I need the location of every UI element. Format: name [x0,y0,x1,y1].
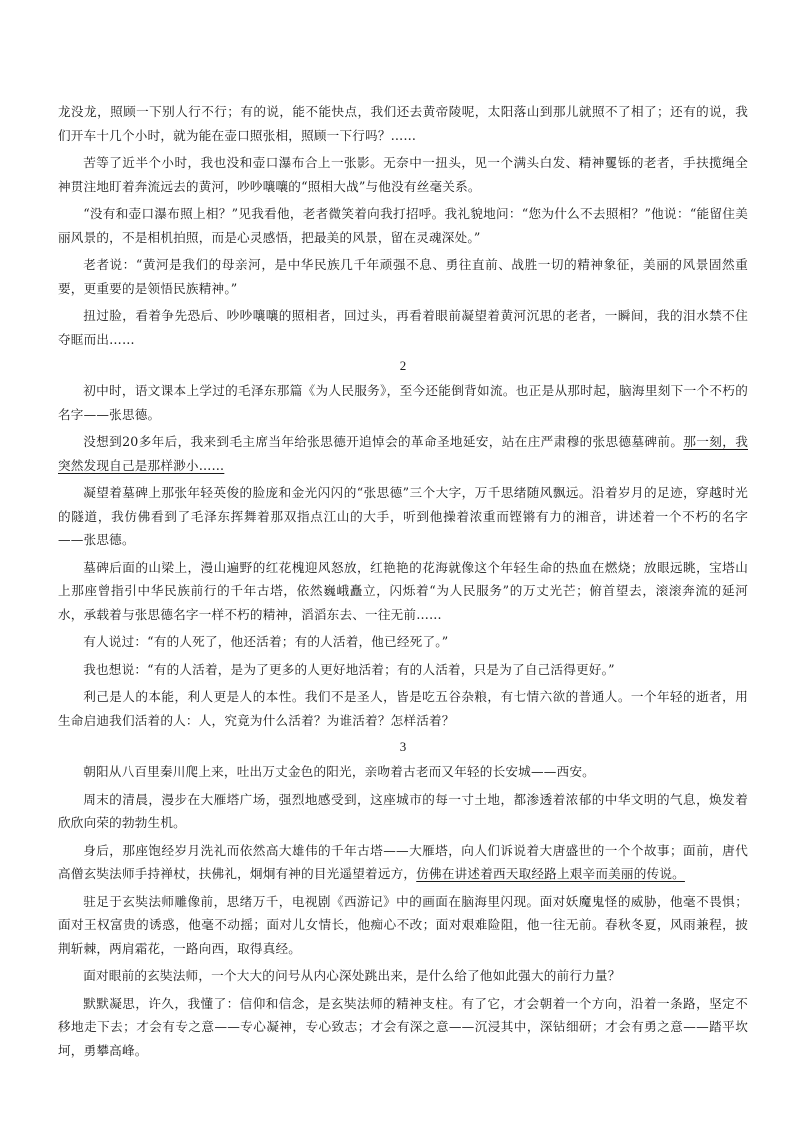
paragraph: 凝望着墓碑上那张年轻英俊的脸庞和金光闪闪的“张思德”三个大字，万千思绪随风飘远。沿着岁月的足迹，穿越时光的隧道，我仿佛看到了毛泽东挥舞着那双指点江山的大手，听到他操着浓重而铿锵有力的湘音，讲述着一个不朽的名字——张思德。 [58,485,748,547]
paragraph: 老者说：“黄河是我们的母亲河，是中华民族几千年顽强不息、勇往直前、战胜一切的精神象征，美丽的风景固然重要，更重要的是领悟民族精神。” [58,257,748,296]
paragraph: 扭过脸，看着争先恐后、吵吵嚷嚷的照相者，回过头，再看着眼前凝望着黄河沉思的老者，一瞬间，我的泪水禁不住夺眶而出…… [58,308,748,347]
section-number: 3 [399,739,407,754]
underlined-sentence: 那一刻，我突然发现自己是那样渺小…… [58,434,748,473]
paragraph: 龙没龙，照顾一下别人行不行；有的说，能不能快点，我们还去黄帝陵呢，太阳落山到那儿就照不了相了；还有的说，我们开车十几个小时，就为能在壶口照张相，照顾一下行吗？…… [58,104,748,143]
paragraph: 朝阳从八百里秦川爬上来，吐出万丈金色的阳光，亲吻着古老而又年轻的长安城——西安。 [83,764,595,779]
paragraph: “没有和壶口瀑布照上相？”见我看他，老者微笑着向我打招呼。我礼貌地问：“您为什么不去照相？”他说：“能留住美丽风景的，不是相机拍照，而是心灵感悟，把最美的风景，留在灵魂深处。” [58,206,748,245]
paragraph-text: 身后，那座饱经岁月洗礼而依然高大雄伟的千年古塔——大雁塔，向人们诉说着大唐盛世的一个个故事；面前，唐代高僧玄奘法师手持禅杖，扶佛礼，炯炯有神的目光遥望着远方， [58,842,748,881]
paragraph [58,839,748,886]
paragraph: 面对眼前的玄奘法师，一个大大的问号从内心深处跳出来，是什么给了他如此强大的前行力量？ [83,968,621,983]
paragraph: 墓碑后面的山梁上，漫山遍野的红花槐迎风怒放，红艳艳的花海就像这个年轻生命的热血在燃烧；放眼远眺，宝塔山上那座曾指引中华民族前行的千年古塔，依然巍峨矗立，闪烁着“为人民服务”的万丈光芒；俯首望去，滚滚奔流的延河水，承载着与张思德名字一样不朽的精神，滔滔东去、一往无前…… [58,559,748,622]
paragraph [58,430,748,477]
paragraph: 周末的清晨，漫步在大雁塔广场，强烈地感受到，这座城市的每一寸土地，都渗透着浓郁的中华文明的气息，焕发着欣欣向荣的勃勃生机。 [58,791,748,830]
paragraph: 初中时，语文课本上学过的毛泽东那篇《为人民服务》，至今还能倒背如流。也正是从那时起，脑海里刻下一个不朽的名字——张思德。 [58,383,748,422]
paragraph-text: 没想到20多年后，我来到毛主席当年给张思德开追悼会的革命圣地延安，站在庄严肃穆的张思德墓碑前。 [83,434,684,449]
section-number: 2 [399,358,407,373]
paragraph: 默默凝思，许久，我懂了：信仰和信念，是玄奘法师的精神支柱。有了它，才会朝着一个方向，沿着一条路，坚定不移地走下去；才会有专之意——专心凝神，专心致志；才会有深之意——沉浸其中，深钻细研；才会有勇之意——踏平坎坷，勇攀高峰。 [58,995,748,1058]
paragraph: 利己是人的本能，利人更是人的本性。我们不是圣人，皆是吃五谷杂粮，有七情六欲的普通人。一个年轻的逝者，用生命启迪我们活着的人：人，究竟为什么活着？为谁活着？怎样活着？ [58,689,748,728]
document-page [58,100,748,1066]
underlined-sentence: 仿佛在讲述着西天取经路上艰辛而美丽的传说。 [416,866,685,881]
paragraph: 有人说过：“有的人死了，他还活着；有的人活着，他已经死了。” [83,634,449,649]
paragraph: 驻足于玄奘法师雕像前，思绪万千，电视剧《西游记》中的画面在脑海里闪现。面对妖魔鬼怪的威胁，他毫不畏惧；面对王权富贵的诱惑，他毫不动摇；面对儿女情长，他痴心不改；面对艰难险阻，他一往无前。春秋冬夏，风雨兼程，披荆斩棘，两肩霜花，一路向西，取得真经。 [58,893,748,956]
paragraph: 我也想说：“有的人活着，是为了更多的人更好地活着；有的人活着，只是为了自己活得更好。” [83,661,615,677]
paragraph: 苦等了近半个小时，我也没和壶口瀑布合上一张影。无奈中一扭头，见一个满头白发、精神矍铄的老者，手扶揽绳全神贯注地盯着奔流远去的黄河，吵吵嚷嚷的“照相大战”与他没有丝毫关系。 [58,155,748,194]
